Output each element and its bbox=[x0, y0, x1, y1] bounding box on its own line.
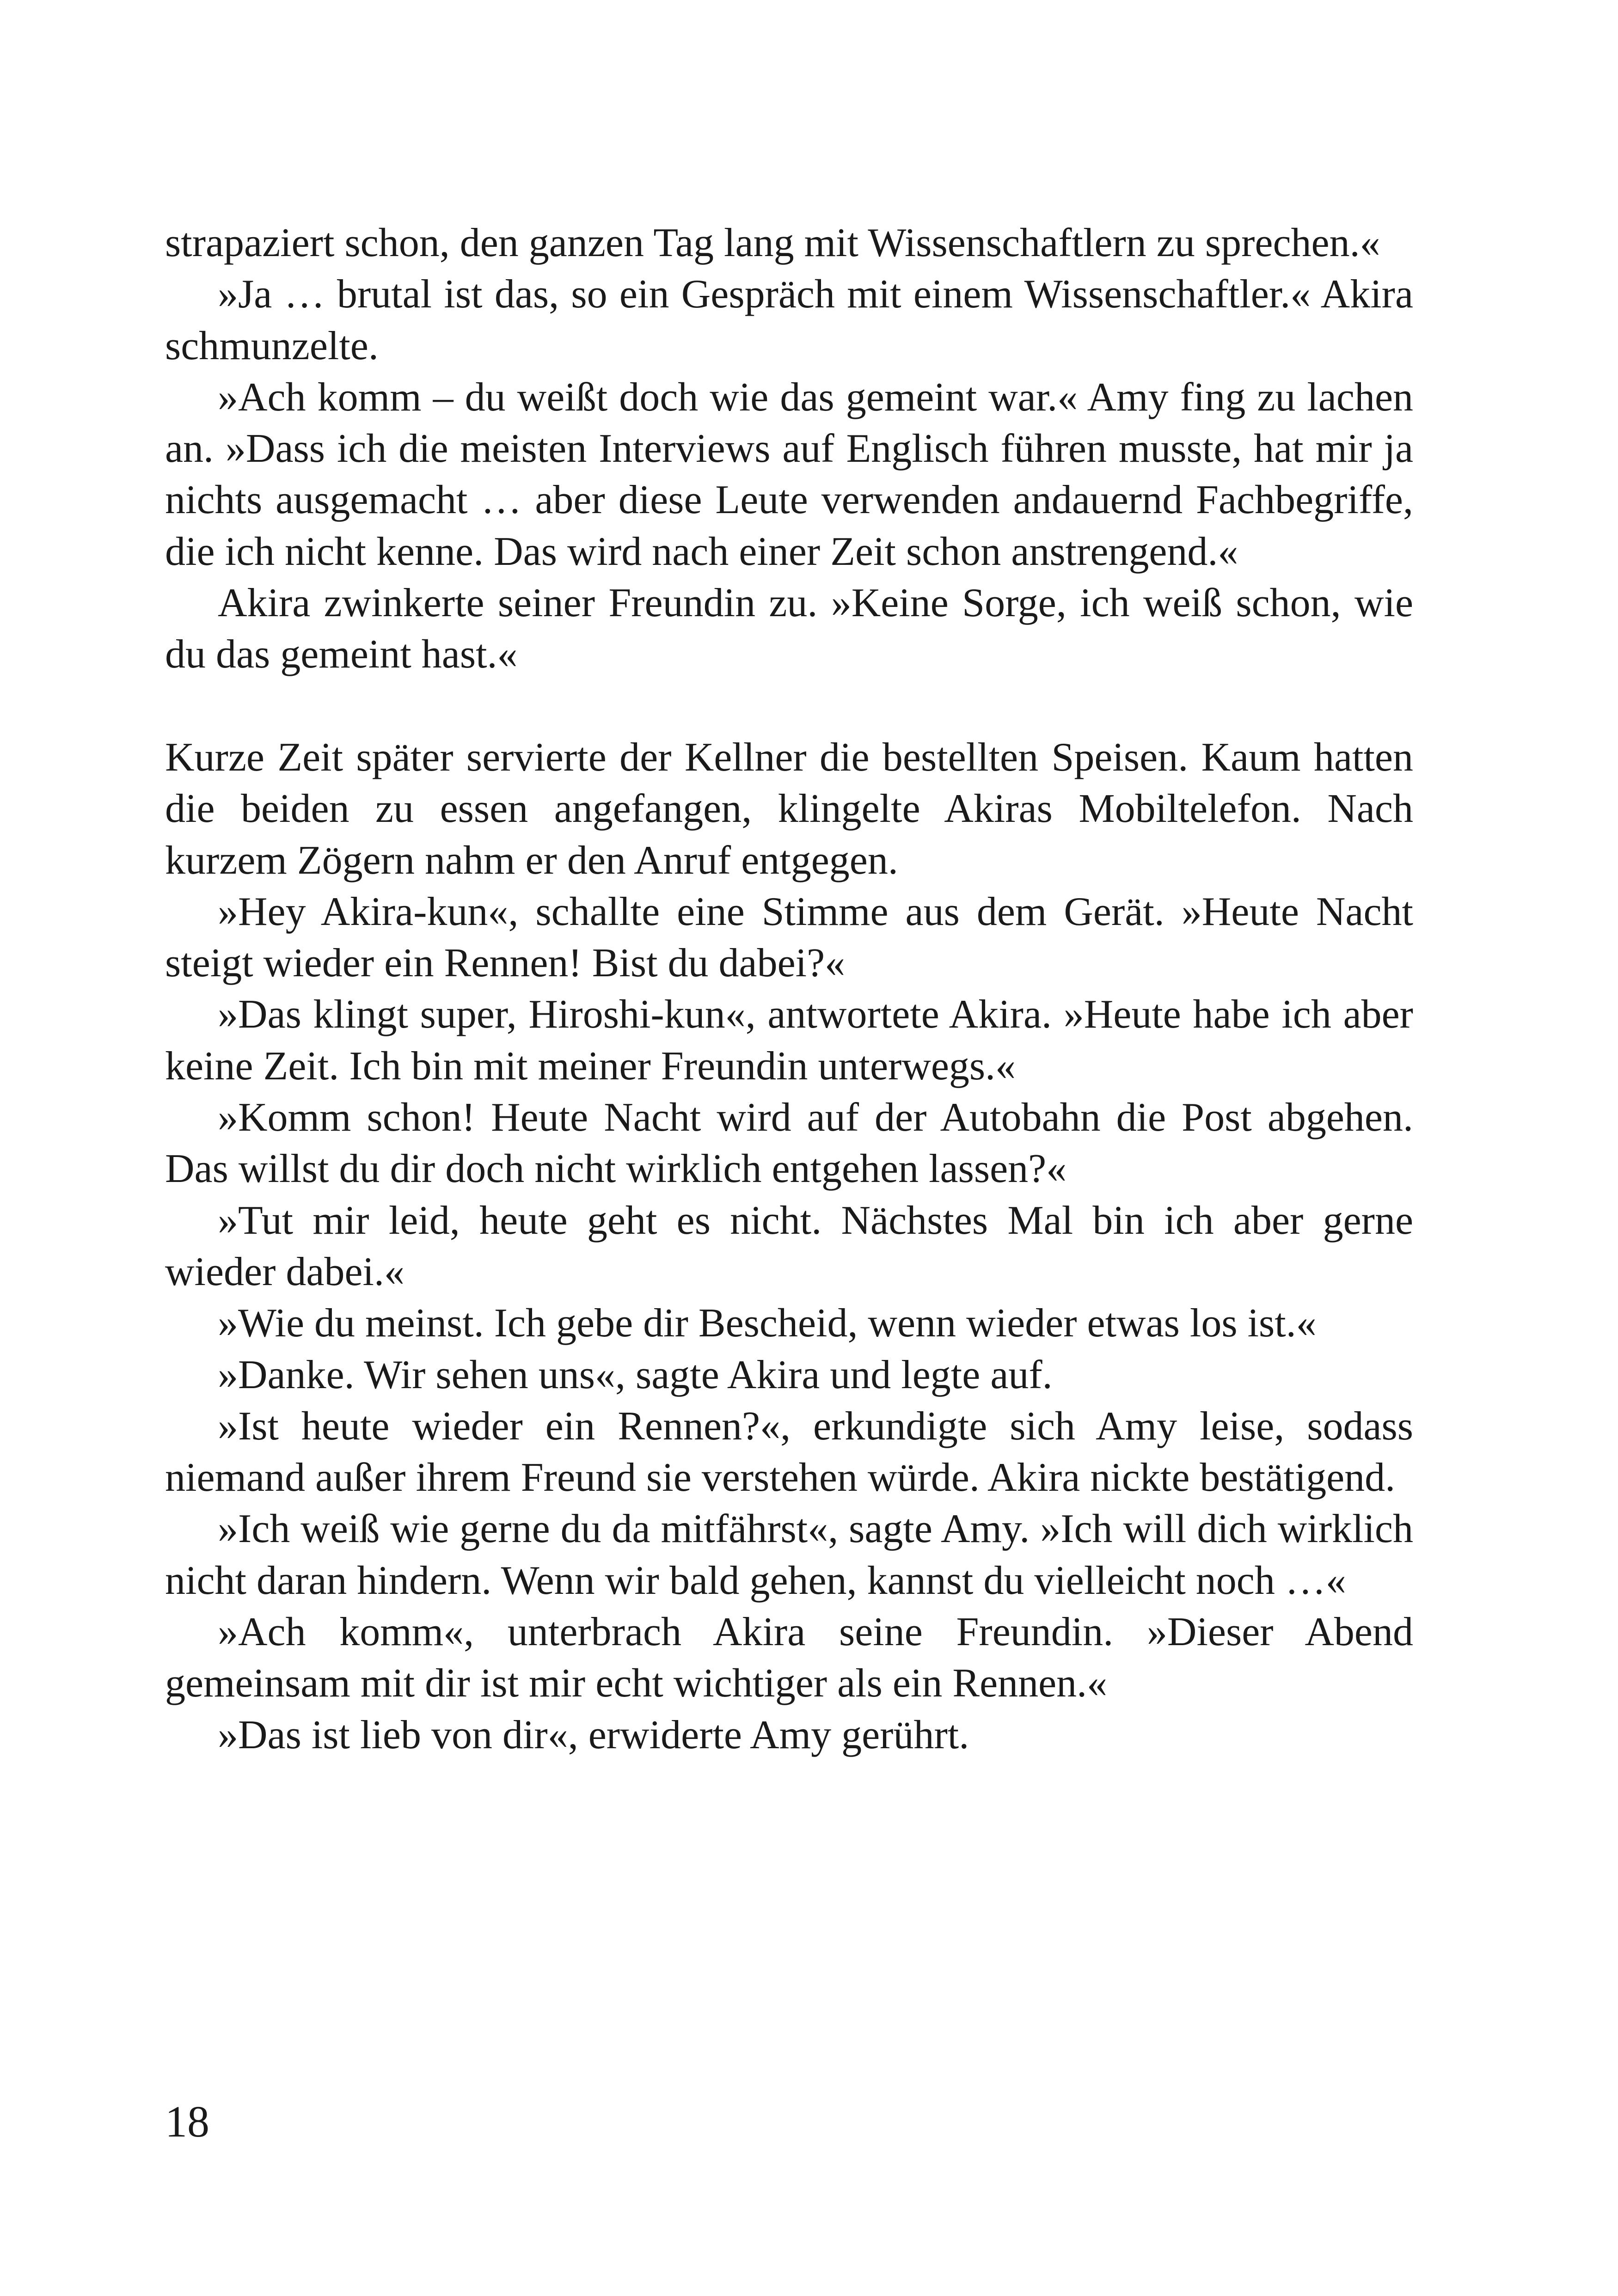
paragraph: »Hey Akira-kun«, schallte eine Stimme aus dem Gerät. »Heute Nacht steigt wieder ein Rennen! Bist du dabei?« bbox=[165, 889, 1413, 986]
page-number: 18 bbox=[165, 2097, 209, 2146]
paragraph: »Ist heute wieder ein Rennen?«, erkundigte sich Amy leise, sodass niemand außer ihrem Freund sie verstehen würde. Akira nickte bestätigend. bbox=[165, 1403, 1413, 1500]
paragraph: »Ach komm – du weißt doch wie das gemeint war.« Amy fing zu lachen an. »Dass ich die meisten Interviews auf Englisch führen musste, hat mir ja nichts ausgemacht … aber diese Leute verwenden andauernd Fachbegriffe, die ich nicht kenne. Das wird nach einer Zeit schon anstrengend.« bbox=[165, 374, 1413, 574]
paragraph: »Wie du meinst. Ich gebe dir Bescheid, wenn wieder etwas los ist.« bbox=[218, 1301, 1317, 1346]
paragraph: »Komm schon! Heute Nacht wird auf der Autobahn die Post abgehen. Das willst du dir doch nicht wirklich entgehen lassen?« bbox=[165, 1095, 1413, 1192]
paragraph: »Das ist lieb von dir«, erwiderte Amy gerührt. bbox=[218, 1712, 969, 1757]
paragraph-section-start: Kurze Zeit später servierte der Kellner die bestellten Speisen. Kaum hatten die beiden zu essen angefangen, klingelte Akiras Mobiltelefon. Nach kurzem Zögern nahm er den Anruf entgegen. bbox=[165, 735, 1413, 883]
paragraph: »Danke. Wir sehen uns«, sagte Akira und legte auf. bbox=[218, 1352, 1053, 1397]
body-text bbox=[165, 217, 1413, 1761]
paragraph: Akira zwinkerte seiner Freundin zu. »Keine Sorge, ich weiß schon, wie du das gemeint hast.« bbox=[165, 581, 1413, 677]
paragraph: »Ich weiß wie gerne du da mitfährst«, sagte Amy. »Ich will dich wirklich nicht daran hindern. Wenn wir bald gehen, kannst du vielleicht noch …« bbox=[165, 1506, 1413, 1603]
paragraph: »Ach komm«, unterbrach Akira seine Freundin. »Dieser Abend gemeinsam mit dir ist mir echt wichtiger als ein Rennen.« bbox=[165, 1610, 1413, 1706]
paragraph: »Ja … brutal ist das, so ein Gespräch mit einem Wissenschaftler.« Akira schmunzelte. bbox=[165, 272, 1413, 368]
paragraph: strapaziert schon, den ganzen Tag lang mit Wissenschaftlern zu sprechen.« bbox=[165, 220, 1380, 265]
paragraph: »Das klingt super, Hiroshi-kun«, antwortete Akira. »Heute habe ich aber keine Zeit. Ich bin mit meiner Freundin unterwegs.« bbox=[165, 992, 1413, 1089]
paragraph: »Tut mir leid, heute geht es nicht. Nächstes Mal bin ich aber gerne wieder dabei.« bbox=[165, 1198, 1413, 1294]
